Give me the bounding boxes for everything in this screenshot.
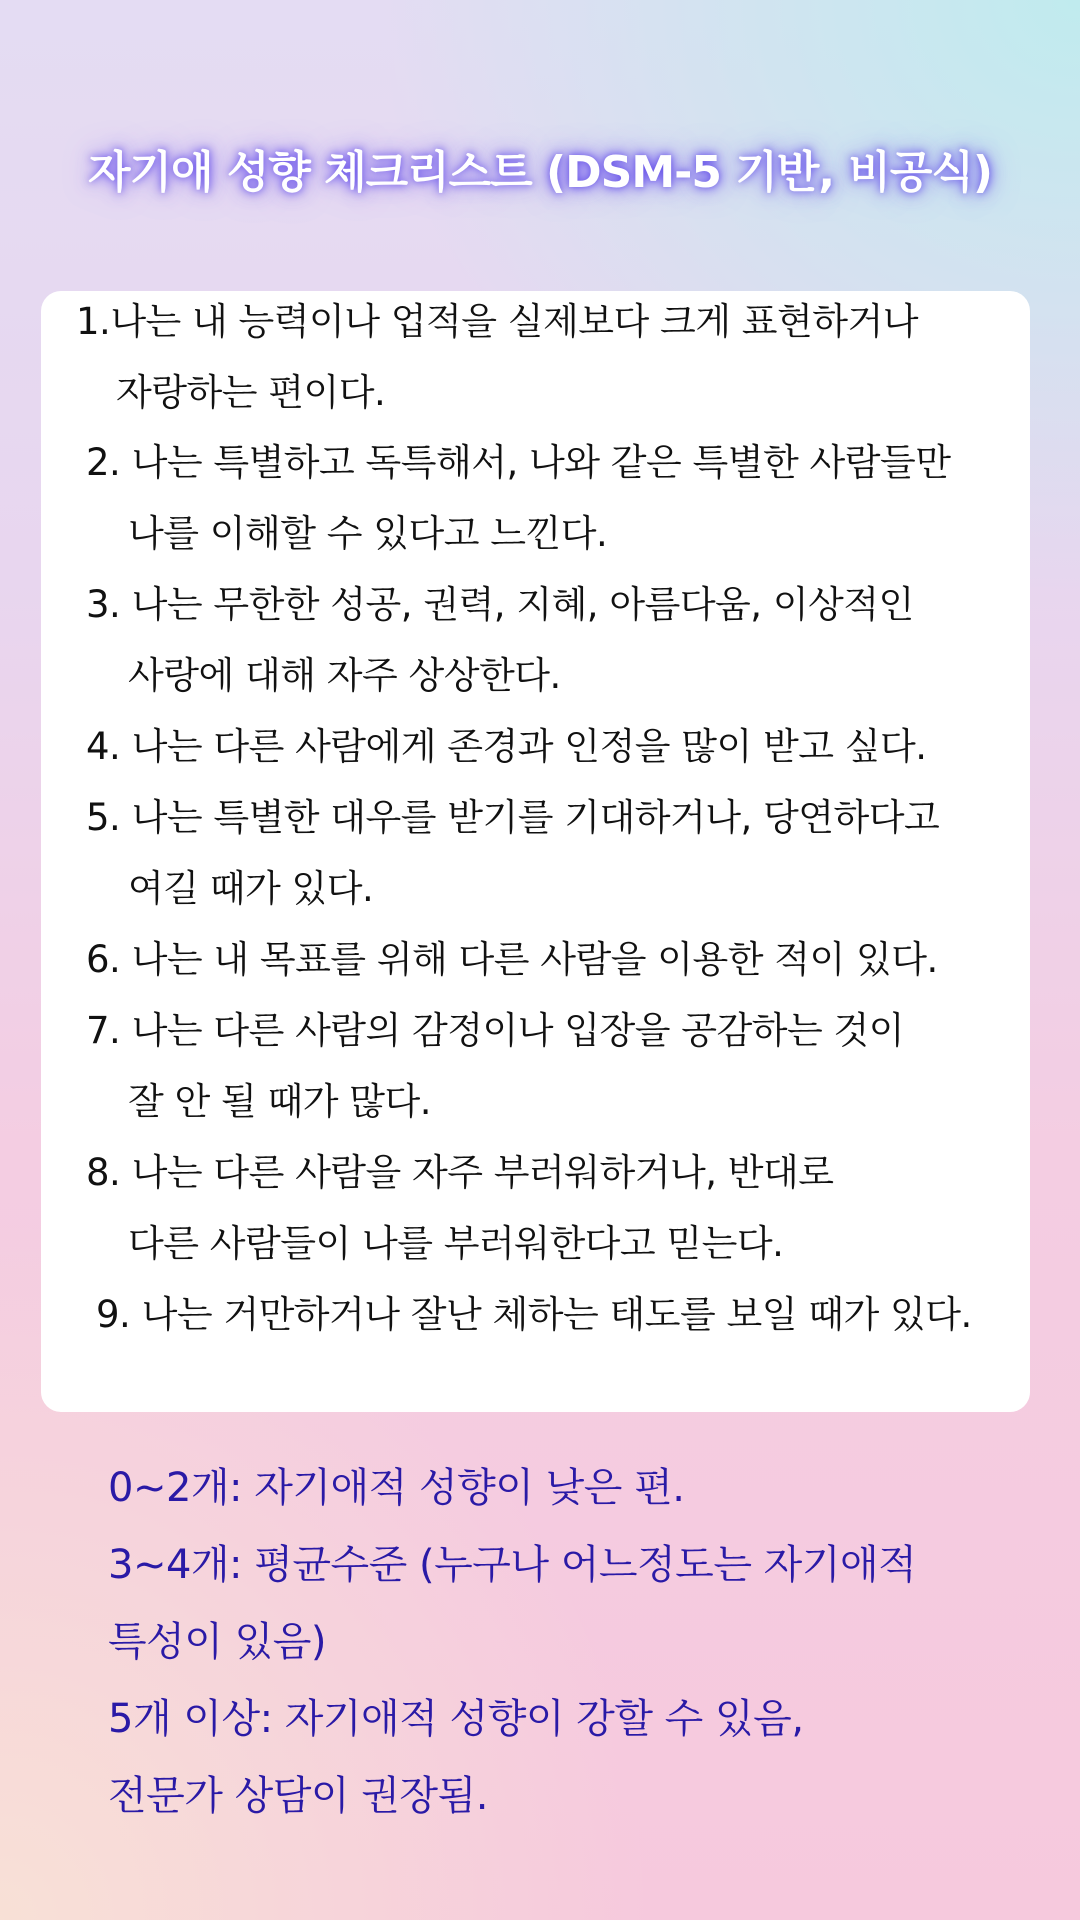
item-number: 8.	[86, 1151, 121, 1194]
checklist-item-2	[86, 427, 951, 569]
checklist-item-8	[86, 1137, 834, 1279]
checklist-item-5	[86, 782, 939, 924]
scoring-line: 특성이 있음)	[108, 1619, 327, 1665]
item-text-line1: 나는 다른 사람의 감정이나 입장을 공감하는 것이	[131, 1009, 904, 1052]
item-text-line2: 다른 사람들이 나를 부러워한다고 믿는다.	[128, 1222, 784, 1265]
item-text-line1: 나는 다른 사람에게 존경과 인정을 많이 받고 싶다.	[131, 725, 927, 768]
item-text-line1: 나는 특별하고 독특해서, 나와 같은 특별한 사람들만	[131, 441, 951, 484]
item-text-line2: 사랑에 대해 자주 상상한다.	[128, 654, 561, 697]
item-number: 5.	[86, 796, 121, 839]
item-text-line2: 여길 때가 있다.	[128, 867, 374, 910]
checklist-item-6	[86, 924, 938, 995]
checklist-item-1	[76, 286, 918, 428]
checklist-item-7	[86, 995, 904, 1137]
scoring-line: 전문가 상담이 권장됨.	[108, 1773, 488, 1819]
item-text-line1: 나는 무한한 성공, 권력, 지혜, 아름다움, 이상적인	[131, 583, 914, 626]
item-text-line1: 나는 거만하거나 잘난 체하는 태도를 보일 때가 있다.	[141, 1293, 972, 1336]
item-text-line2: 잘 안 될 때가 많다.	[128, 1080, 431, 1123]
item-text-line1: 나는 내 능력이나 업적을 실제보다 크게 표현하거나	[110, 300, 918, 343]
scoring-line: 0~2개: 자기애적 성향이 낮은 편.	[108, 1465, 685, 1511]
item-text-line1: 나는 다른 사람을 자주 부러워하거나, 반대로	[131, 1151, 834, 1194]
scoring-guide	[108, 1450, 916, 1835]
scoring-line: 3~4개: 평균수준 (누구나 어느정도는 자기애적	[108, 1542, 917, 1588]
item-text-line2: 자랑하는 편이다.	[116, 371, 386, 414]
checklist-item-9	[96, 1279, 972, 1350]
scoring-line: 5개 이상: 자기애적 성향이 강할 수 있음,	[108, 1696, 804, 1742]
item-text-line1: 나는 내 목표를 위해 다른 사람을 이용한 적이 있다.	[131, 938, 938, 981]
item-text-line2: 나를 이해할 수 있다고 느낀다.	[128, 512, 608, 555]
checklist-item-4	[86, 711, 927, 782]
item-number: 1.	[76, 300, 111, 343]
checklist-item-3	[86, 569, 914, 711]
item-number: 4.	[86, 725, 121, 768]
item-number: 2.	[86, 441, 121, 484]
item-number: 9.	[96, 1293, 131, 1336]
item-number: 7.	[86, 1009, 121, 1052]
item-text-line1: 나는 특별한 대우를 받기를 기대하거나, 당연하다고	[131, 796, 940, 839]
item-number: 6.	[86, 938, 121, 981]
page-title: 자기애 성향 체크리스트 (DSM-5 기반, 비공식)	[88, 147, 992, 198]
item-number: 3.	[86, 583, 121, 626]
